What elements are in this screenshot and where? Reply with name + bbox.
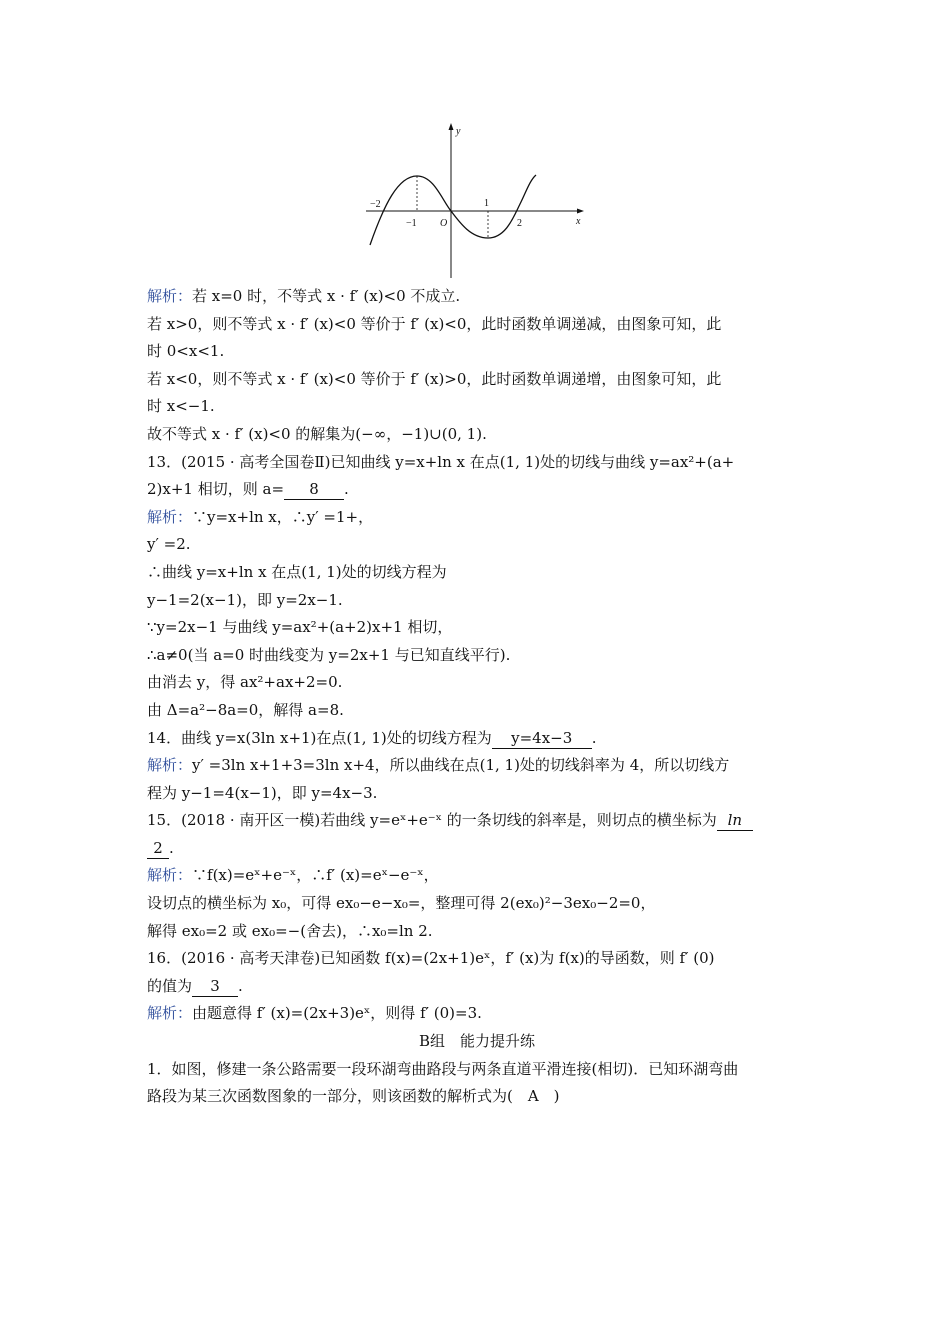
analysis-tag: 解析：	[147, 866, 193, 885]
text-line: 路段为某三次函数图象的一部分，则该函数的解析式为( A )	[147, 1087, 560, 1106]
label-1: 1	[484, 198, 489, 209]
x-axis-arrow	[577, 209, 584, 214]
analysis-text: y′ =3ln x+1+3=3ln x+4，所以曲线在点(1, 1)处的切线斜率为 4，所以切线方	[192, 756, 730, 775]
text-line: 若 x>0，则不等式 x · f′ (x)<0 等价于 f′ (x)<0，此时函数单调递减，由图象可知，此	[147, 314, 722, 333]
analysis-line	[147, 1000, 807, 1028]
text-line: 设切点的横坐标为 x₀，可得 ex₀−e−x₀=，整理可得 2(ex₀)²−3ex₀−2=0，	[147, 894, 656, 913]
text-line: 由 Δ=a²−8a=0，解得 a=8.	[147, 700, 344, 719]
text-line: 解得 ex₀=2 或 ex₀=−(舍去)，∴x₀=ln 2.	[147, 921, 433, 940]
question-text: .	[344, 480, 349, 499]
text-line: 程为 y−1=4(x−1)，即 y=4x−3.	[147, 783, 378, 802]
label-neg1: −1	[406, 218, 417, 229]
question-15-line	[147, 807, 807, 835]
question-15-line	[147, 835, 807, 863]
text-line: y′ =2.	[147, 535, 191, 554]
question-text: 2)x+1 相切，则 a=	[147, 480, 285, 499]
text-line: 若 x<0，则不等式 x · f′ (x)<0 等价于 f′ (x)>0，此时函数单调递增，由图象可知，此	[147, 369, 722, 388]
analysis-text: ∵f(x)=eˣ+e⁻ˣ，∴f′ (x)=eˣ−e⁻ˣ，	[192, 866, 439, 885]
text-line: 1．如图，修建一条公路需要一段环湖弯曲路段与两条直道平滑连接(相切)．已知环湖弯曲	[147, 1059, 739, 1078]
document-body	[147, 283, 807, 1111]
analysis-text: 若 x=0 时，不等式 x · f′ (x)<0 不成立.	[192, 287, 461, 305]
answer-blank: 3	[192, 976, 238, 997]
analysis-tag: 解析：	[147, 756, 193, 775]
analysis-text: 由题意得 f′ (x)=(2x+3)eˣ，则得 f′ (0)=3.	[192, 1004, 482, 1023]
label-origin: O	[440, 218, 448, 229]
label-y: y	[456, 126, 461, 137]
question-text: 的值为	[147, 976, 193, 995]
question-text: .	[238, 976, 243, 995]
analysis-line	[147, 862, 807, 890]
answer-blank: ln	[717, 810, 753, 831]
text-line: ∴a≠0(当 a=0 时曲线变为 y=2x+1 与已知直线平行).	[147, 645, 511, 664]
section-heading: B组 能力提升练	[418, 1032, 536, 1051]
question-14-line	[147, 725, 807, 753]
y-axis-arrow	[449, 123, 454, 130]
label-x: x	[576, 216, 581, 227]
text-line: 由消去 y，得 ax²+ax+2=0.	[147, 673, 343, 692]
text-line: 时 0<x<1.	[147, 342, 225, 361]
text-line: 时 x<−1.	[147, 397, 215, 416]
answer-blank: y=4x−3	[492, 728, 592, 749]
analysis-tag: 解析：	[147, 287, 193, 305]
question-13-line	[147, 476, 807, 504]
analysis-line	[147, 504, 807, 532]
curve	[370, 175, 536, 245]
text-line: 故不等式 x · f′ (x)<0 的解集为(−∞，−1)∪(0, 1).	[147, 424, 487, 443]
question-16-line: 16．(2016 · 高考天津卷)已知函数 f(x)=(2x+1)eˣ，f′ (x)为 f(x)的导函数，则 f′ (0)	[147, 949, 715, 968]
analysis-tag: 解析：	[147, 1004, 193, 1023]
label-2: 2	[517, 218, 522, 229]
analysis-text: ∵y=x+ln x，∴y′ =1+，	[192, 507, 374, 526]
answer-blank: 2	[147, 838, 169, 859]
label-neg2: −2	[370, 199, 381, 210]
analysis-line	[147, 283, 807, 311]
derivative-graph	[362, 120, 590, 280]
question-text: 14．曲线 y=x(3ln x+1)在点(1, 1)处的切线方程为	[147, 728, 492, 747]
question-text: .	[169, 838, 174, 857]
analysis-tag: 解析：	[147, 507, 193, 526]
question-16-line	[147, 973, 807, 1001]
question-13-line: 13．(2015 · 高考全国卷Ⅱ)已知曲线 y=x+ln x 在点(1, 1)处的切线与曲线 y=ax²+(a+	[147, 452, 735, 471]
analysis-line	[147, 752, 807, 780]
question-text: 15．(2018 · 南开区一模)若曲线 y=eˣ+e⁻ˣ 的一条切线的斜率是，则切点的横坐标为	[147, 811, 717, 830]
text-line: ∵y=2x−1 与曲线 y=ax²+(a+2)x+1 相切，	[147, 618, 453, 637]
text-line: ∴曲线 y=x+ln x 在点(1, 1)处的切线方程为	[147, 562, 447, 581]
question-text: .	[591, 728, 597, 747]
answer-blank: 8	[284, 479, 344, 500]
text-line: y−1=2(x−1)，即 y=2x−1.	[147, 590, 343, 609]
